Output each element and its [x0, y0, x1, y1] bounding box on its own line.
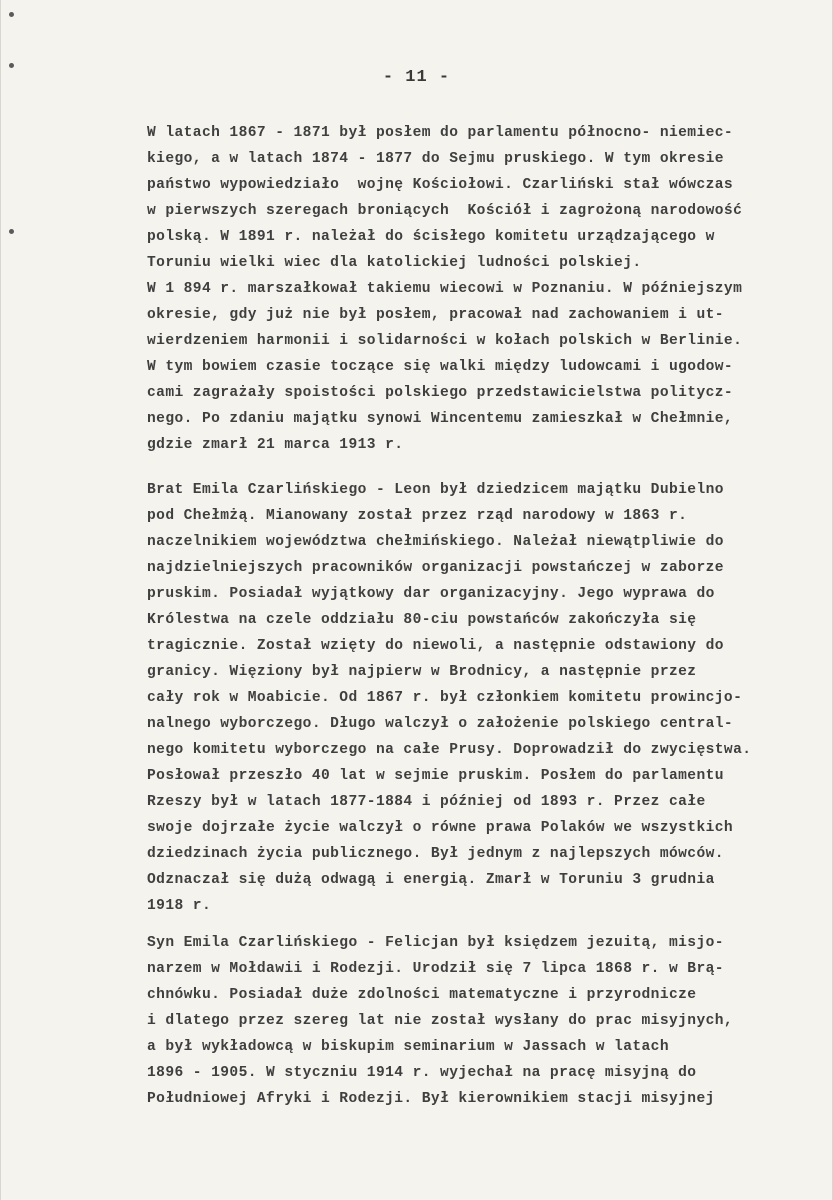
- text-line: Odznaczał się dużą odwagą i energią. Zmarł w Toruniu 3 grudnia: [147, 872, 715, 888]
- text-line: narzem w Mołdawii i Rodezji. Urodził się 7 lipca 1868 r. w Brą-: [147, 961, 724, 977]
- text-line: Rzeszy był w latach 1877-1884 i później od 1893 r. Przez całe: [147, 794, 706, 810]
- text-line: i dlatego przez szereg lat nie został wysłany do prac misyjnych,: [147, 1013, 734, 1029]
- text-line: W latach 1867 - 1871 był posłem do parlamentu północno- niemiec-: [147, 125, 734, 141]
- text-line: cami zagrażały spoistości polskiego przedstawicielstwa politycz-: [147, 385, 734, 401]
- text-line: naczelnikiem województwa chełmińskiego. Należał niewątpliwie do: [147, 534, 724, 550]
- text-line: Syn Emila Czarlińskiego - Felicjan był księdzem jezuitą, misjo-: [147, 935, 724, 951]
- text-line: Brat Emila Czarlińskiego - Leon był dziedzicem majątku Dubielno: [147, 482, 724, 498]
- text-line: w pierwszych szeregach broniących Kościół i zagrożoną narodowość: [147, 203, 743, 219]
- text-line: wierdzeniem harmonii i solidarności w kołach polskich w Berlinie.: [147, 333, 743, 349]
- punch-hole-mark: [9, 229, 14, 234]
- text-line: okresie, gdy już nie był posłem, pracował nad zachowaniem i ut-: [147, 307, 724, 323]
- punch-hole-mark: [9, 12, 14, 17]
- text-line: dziedzinach życia publicznego. Był jednym z najlepszych mówców.: [147, 846, 724, 862]
- text-line: Toruniu wielki wiec dla katolickiej ludności polskiej.: [147, 255, 642, 271]
- text-line: Posłował przeszło 40 lat w sejmie pruskim. Posłem do parlamentu: [147, 768, 724, 784]
- text-line: Południowej Afryki i Rodezji. Był kierownikiem stacji misyjnej: [147, 1091, 715, 1107]
- text-line: W tym bowiem czasie toczące się walki między ludowcami i ugodow-: [147, 359, 734, 375]
- text-line: cały rok w Moabicie. Od 1867 r. był członkiem komitetu prowincjo-: [147, 690, 743, 706]
- text-line: najdzielniejszych pracowników organizacji powstańczej w zaborze: [147, 560, 724, 576]
- text-line: kiego, a w latach 1874 - 1877 do Sejmu pruskiego. W tym okresie: [147, 151, 724, 167]
- text-line: nego komitetu wyborczego na całe Prusy. Doprowadził do zwycięstwa.: [147, 742, 752, 758]
- page-number: - 11 -: [382, 68, 451, 87]
- text-line: tragicznie. Został wzięty do niewoli, a następnie odstawiony do: [147, 638, 724, 654]
- text-line: pruskim. Posiadał wyjątkowy dar organizacyjny. Jego wyprawa do: [147, 586, 715, 602]
- text-line: chnówku. Posiadał duże zdolności matematyczne i przyrodnicze: [147, 987, 697, 1003]
- text-line: 1918 r.: [147, 898, 212, 914]
- text-line: gdzie zmarł 21 marca 1913 r.: [147, 437, 404, 453]
- text-line: granicy. Więziony był najpierw w Brodnicy, a następnie przez: [147, 664, 697, 680]
- text-line: nego. Po zdaniu majątku synowi Wincentemu zamieszkał w Chełmnie,: [147, 411, 734, 427]
- text-line: swoje dojrzałe życie walczył o równe prawa Polaków we wszystkich: [147, 820, 734, 836]
- text-line: 1896 - 1905. W styczniu 1914 r. wyjechał na pracę misyjną do: [147, 1065, 697, 1081]
- text-line: Królestwa na czele oddziału 80-ciu powstańców zakończyła się: [147, 612, 697, 628]
- text-line: W 1 894 r. marszałkował takiemu wiecowi w Poznaniu. W późniejszym: [147, 281, 743, 297]
- text-line: państwo wypowiedziało wojnę Kościołowi. Czarliński stał wówczas: [147, 177, 734, 193]
- text-line: a był wykładowcą w biskupim seminarium w Jassach w latach: [147, 1039, 669, 1055]
- text-line: nalnego wyborczego. Długo walczył o założenie polskiego central-: [147, 716, 734, 732]
- text-line: polską. W 1891 r. należał do ścisłego komitetu urządzającego w: [147, 229, 715, 245]
- text-line: pod Chełmżą. Mianowany został przez rząd narodowy w 1863 r.: [147, 508, 688, 524]
